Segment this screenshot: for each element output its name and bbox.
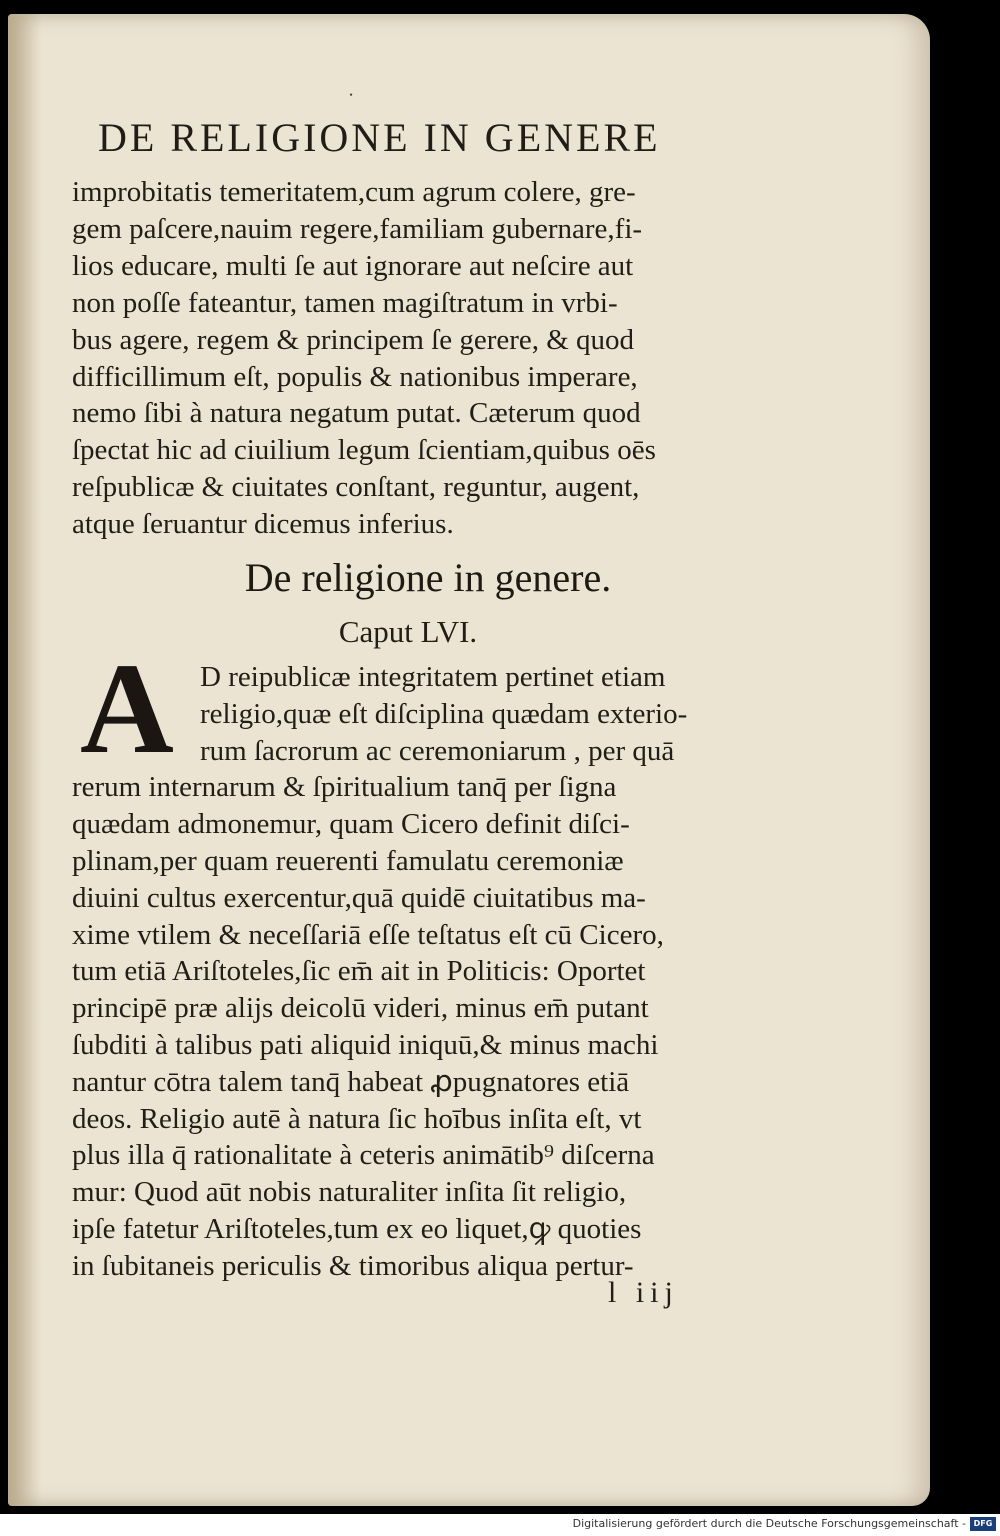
text-line: bus agere, regem & principem ſe gerere, & quod <box>72 323 635 356</box>
text-line: difficillimum eſt, populis & nationibus imperare, <box>72 360 638 393</box>
paragraph-continued <box>72 174 792 543</box>
running-header: DE RELIGIONE IN GENERE <box>98 115 661 160</box>
text-line: reſpublicæ & ciuitates conſtant, reguntur, augent, <box>72 471 640 504</box>
text-line: diuini cultus exercentur,quā quidē ciuitatibus ma- <box>72 881 646 914</box>
text-line: rerum internarum & ſpiritualium tanq̄ per ſigna <box>72 771 617 804</box>
text-line: nemo ſibi à natura negatum putat. Cæterum quod <box>72 397 641 430</box>
text-line: improbitatis temeritatem,cum agrum colere, gre- <box>72 176 636 208</box>
chapter-label: Caput LVI. <box>338 614 478 649</box>
text-line: ipſe fatetur Ariſtoteles,tum ex eo liquet,ꝙ quoties <box>72 1212 642 1245</box>
text-line: ſpectat hic ad ciuilium legum ſcientiam,quibus oēs <box>72 434 656 467</box>
text-line: principē præ alijs deicolū videri, minus em̄ putant <box>72 992 649 1025</box>
text-line: xime vtilem & neceſſariā eſſe teſtatus eſt cū Cicero, <box>72 918 664 951</box>
text-line: D reipublicæ integritatem pertinet etiam <box>200 661 666 693</box>
text-line: atque ſeruantur dicemus inferius. <box>72 508 454 541</box>
text-line: nantur cōtra talem tanq̄ habeat ꝓpugnatores etiā <box>72 1065 630 1098</box>
text-line: mur: Quod aūt nobis naturaliter inſita ſit religio, <box>72 1176 627 1209</box>
dfg-logo-icon: DFG <box>970 1517 996 1531</box>
footer-bar <box>0 1514 1000 1536</box>
text-line: gem paſcere,nauim regere,familiam gubernare,fi- <box>72 212 643 245</box>
signature-mark: l iij <box>608 1276 679 1309</box>
page-gutter-shadow <box>8 14 42 1506</box>
section-title: De religione in genere. <box>244 555 612 600</box>
text-line: plinam,per quam reuerenti famulatu ceremoniæ <box>72 844 624 877</box>
text-line: plus illa q̄ rationalitate à ceteris animātib⁹ diſcerna <box>72 1139 655 1172</box>
text-line: rum ſacrorum ac ceremoniarum , per quā <box>200 734 675 767</box>
text-line: non poſſe fateantur, tamen magiſtratum in vrbi- <box>72 286 618 319</box>
text-line: religio,quæ eſt diſciplina quædam exterio- <box>200 697 688 730</box>
book-page <box>8 14 930 1506</box>
text-line: ſubditi à talibus pati aliquid iniquū,& minus machi <box>72 1028 659 1061</box>
text-line: quædam admonemur, quam Cicero definit diſci- <box>72 808 630 841</box>
drop-cap-initial: A <box>80 637 174 781</box>
ink-speck-mark: ˑ <box>348 84 355 109</box>
funding-credit: Digitalisierung gefördert durch die Deutsche Forschungsgemeinschaft - <box>572 1517 966 1530</box>
text-line: tum etiā Ariſtoteles,ſic em̄ ait in Politicis: Oportet <box>72 955 646 988</box>
chapter-paragraph <box>72 659 792 1285</box>
text-line: in ſubitaneis periculis & timoribus aliqua pertur- <box>72 1249 634 1282</box>
text-line: lios educare, multi ſe aut ignorare aut neſcire aut <box>72 249 634 282</box>
text-line: deos. Religio autē à natura ſic hoībus inſita eſt, vt <box>72 1102 642 1135</box>
